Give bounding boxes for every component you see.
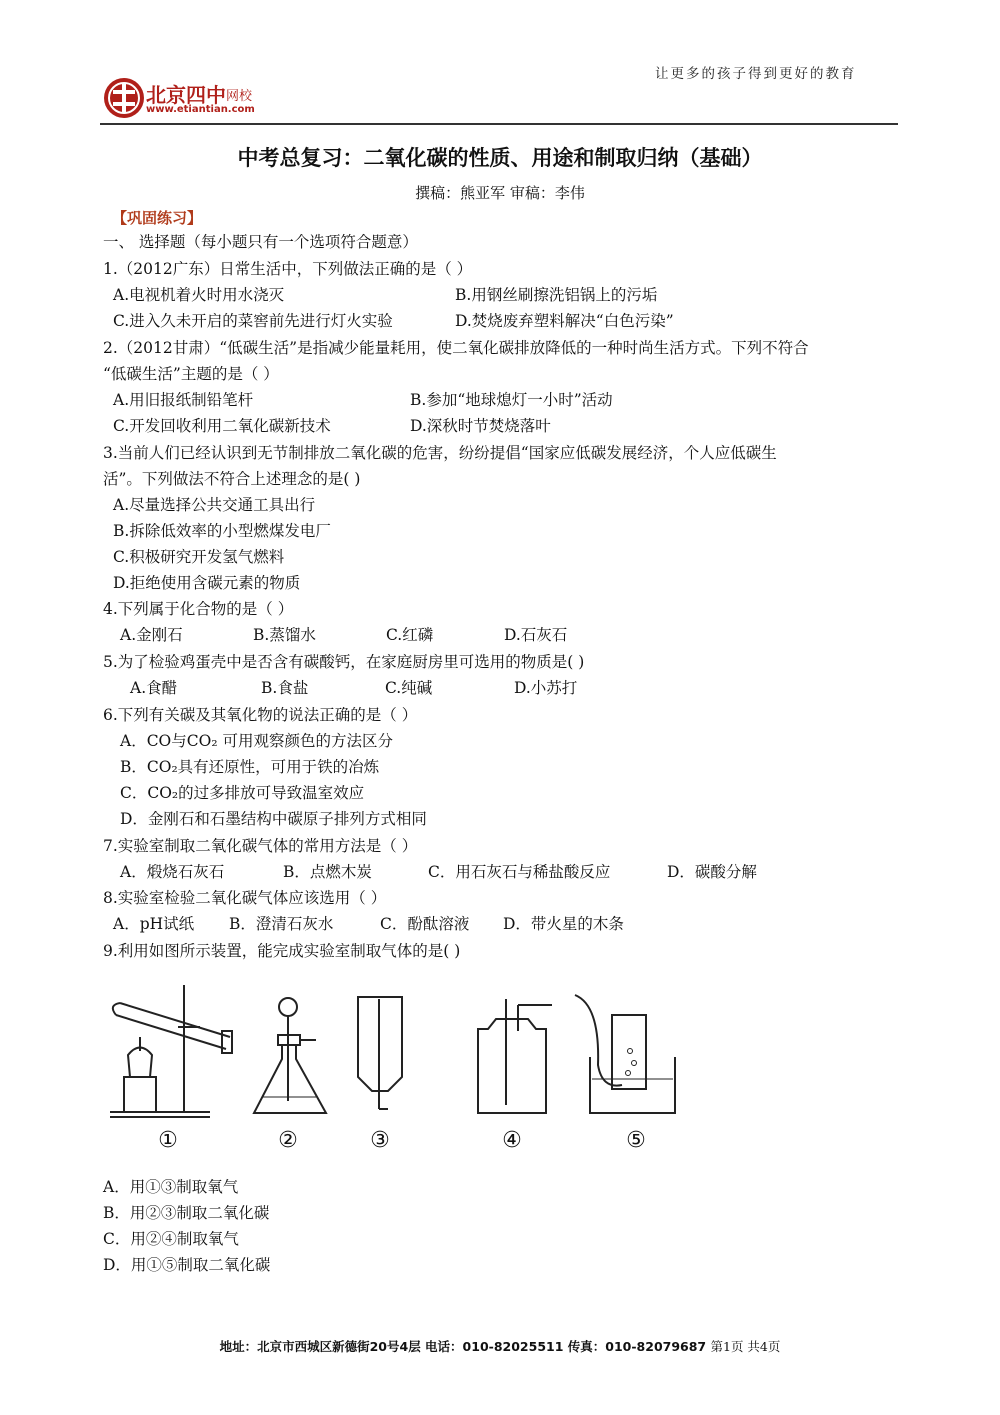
question-line: C.红磷 bbox=[386, 626, 434, 644]
question-line: C．CO₂的过多排放可导致温室效应 bbox=[120, 784, 365, 802]
question-line: B.蒸馏水 bbox=[253, 626, 316, 644]
figure-label-2: ② bbox=[278, 1128, 298, 1153]
section-tag: 【巩固练习】 bbox=[112, 209, 203, 227]
question-line: D.深秋时节焚烧落叶 bbox=[410, 417, 551, 435]
question-line: 9.利用如图所示装置，能完成实验室制取气体的是( ) bbox=[103, 942, 461, 960]
question-line: 一、 选择题（每小题只有一个选项符合题意） bbox=[103, 233, 418, 251]
apparatus-figure bbox=[100, 985, 680, 1155]
question-line: D.焚烧废弃塑料解决“白色污染” bbox=[455, 312, 674, 330]
question-line: B．CO₂具有还原性，可用于铁的冶炼 bbox=[120, 758, 380, 776]
question-line: C．酚酞溶液 bbox=[380, 915, 470, 933]
question-line: A．用①③制取氧气 bbox=[103, 1178, 239, 1196]
question-line: C.开发回收利用二氧化碳新技术 bbox=[113, 417, 331, 435]
question-line: B.拆除低效率的小型燃煤发电厂 bbox=[113, 522, 331, 540]
question-line: 8.实验室检验二氧化碳气体应该选用（ ） bbox=[103, 889, 387, 907]
question-line: D．带火星的木条 bbox=[503, 915, 624, 933]
question-line: A．CO与CO₂ 可用观察颜色的方法区分 bbox=[120, 732, 393, 750]
question-line: C.纯碱 bbox=[385, 679, 433, 697]
question-line: D．碳酸分解 bbox=[667, 863, 757, 881]
figure-label-3: ③ bbox=[370, 1128, 390, 1153]
question-line: D.小苏打 bbox=[514, 679, 578, 697]
question-line: 7.实验室制取二氧化碳气体的常用方法是（ ） bbox=[103, 837, 418, 855]
question-line: C.进入久未开启的菜窖前先进行灯火实验 bbox=[113, 312, 393, 330]
page-footer bbox=[0, 1337, 1000, 1355]
question-line: A.用旧报纸制铅笔杆 bbox=[113, 391, 254, 409]
question-line: A.食醋 bbox=[130, 679, 178, 697]
question-line: D．用①⑤制取二氧化碳 bbox=[103, 1256, 271, 1274]
question-line: B．点燃木炭 bbox=[283, 863, 372, 881]
question-line: C．用石灰石与稀盐酸反应 bbox=[428, 863, 611, 881]
footer-address: 地址：北京市西城区新德街20号4层 电话：010-82025511 传真：010-82079687 bbox=[219, 1339, 707, 1354]
question-line: B．澄清石灰水 bbox=[229, 915, 334, 933]
question-line: 6.下列有关碳及其氧化物的说法正确的是（ ） bbox=[103, 706, 418, 724]
question-line: B.用钢丝刷擦洗铝锅上的污垢 bbox=[455, 286, 658, 304]
question-line: B．用②③制取二氧化碳 bbox=[103, 1204, 270, 1222]
question-line: 5.为了检验鸡蛋壳中是否含有碳酸钙，在家庭厨房里可选用的物质是( ) bbox=[103, 653, 585, 671]
figure-label-4: ④ bbox=[502, 1128, 522, 1153]
footer-page-number: 第1页 共4页 bbox=[710, 1339, 781, 1354]
figure-label-1: ① bbox=[158, 1128, 178, 1153]
question-line: B.食盐 bbox=[261, 679, 309, 697]
question-line: A．pH试纸 bbox=[113, 915, 195, 933]
question-line: A.尽量选择公共交通工具出行 bbox=[113, 496, 316, 514]
question-line: D.石灰石 bbox=[504, 626, 568, 644]
question-line: 4.下列属于化合物的是（ ） bbox=[103, 600, 294, 618]
figure-label-5: ⑤ bbox=[626, 1128, 646, 1153]
authors-line: 撰稿：熊亚军 审稿：李伟 bbox=[415, 184, 585, 202]
logo-url: www.etiantian.com bbox=[146, 104, 255, 115]
question-line: 活”。下列做法不符合上述理念的是( ) bbox=[103, 470, 361, 488]
page-title: 中考总复习：二氧化碳的性质、用途和制取归纳（基础） bbox=[237, 146, 763, 170]
logo-sub: 网校 bbox=[226, 89, 253, 104]
question-line: C.积极研究开发氢气燃料 bbox=[113, 548, 285, 566]
logo-brand: 北京四中 bbox=[146, 83, 226, 107]
question-line: 3.当前人们已经认识到无节制排放二氧化碳的危害，纷纷提倡“国家应低碳发展经济，个人应低碳生 bbox=[103, 444, 777, 462]
question-line: A．煅烧石灰石 bbox=[120, 863, 225, 881]
question-line: “低碳生活”主题的是（ ） bbox=[103, 365, 279, 383]
header-slogan: 让更多的孩子得到更好的教育 bbox=[655, 66, 857, 82]
question-line: B.参加“地球熄灯一小时”活动 bbox=[410, 391, 613, 409]
question-line: D．金刚石和石墨结构中碳原子排列方式相同 bbox=[120, 810, 427, 828]
question-line: C．用②④制取氧气 bbox=[103, 1230, 239, 1248]
question-line: 1.（2012广东）日常生活中，下列做法正确的是（ ） bbox=[103, 260, 473, 278]
question-line: A.金刚石 bbox=[120, 626, 183, 644]
question-line: A.电视机着火时用水浇灭 bbox=[113, 286, 285, 304]
question-line: D.拒绝使用含碳元素的物质 bbox=[113, 574, 301, 592]
header-divider bbox=[100, 123, 898, 125]
question-line: 2.（2012甘肃）“低碳生活”是指减少能量耗用，使二氧化碳排放降低的一种时尚生活方式。下列不符合 bbox=[103, 339, 809, 357]
